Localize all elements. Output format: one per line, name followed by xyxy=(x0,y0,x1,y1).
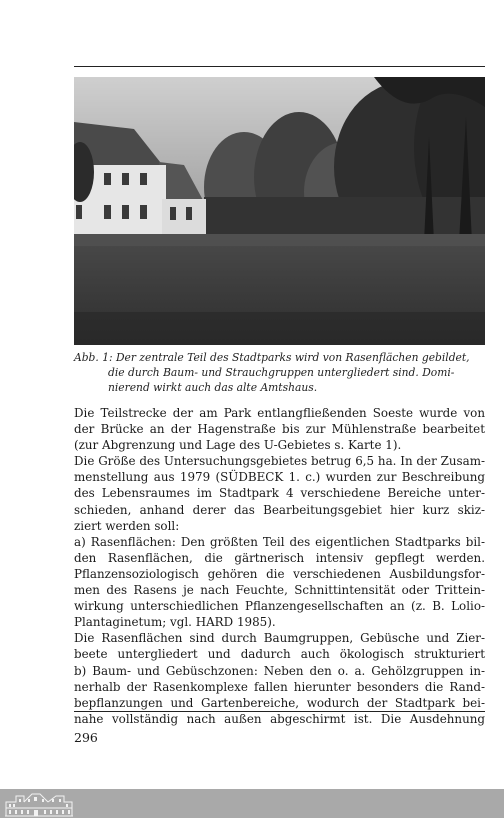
text-line: beete untergliedert und dadurch auch ökologisch strukturiert xyxy=(74,647,485,662)
text-line: b) Baum- und Gebüschzonen: Neben den o. a. Gehölzgruppen in- xyxy=(74,663,485,678)
footer-rule xyxy=(74,711,485,712)
body-text xyxy=(74,405,485,727)
text-line: des Lebensraumes im Stadtpark 4 verschiedene Bereiche unter- xyxy=(74,486,485,501)
text-line: (zur Abgrenzung und Lage des U-Gebietes s. Karte 1). xyxy=(74,438,402,453)
text-line: den Rasenflächen, die gärtnerisch intensiv gepflegt werden. xyxy=(74,550,485,565)
page-number: 296 xyxy=(74,730,98,745)
text-line: ziert werden soll: xyxy=(74,518,180,533)
text-line: Plantaginetum; vgl. HARD 1985). xyxy=(74,615,276,630)
text-line: wirkung unterschiedlichen Pflanzengesellschaften an (z. B. Lolio- xyxy=(74,599,485,614)
building-logo-icon xyxy=(4,790,74,817)
park-photo xyxy=(74,77,485,345)
text-line: Pflanzensoziologisch gehören die verschiedenen Ausbildungsfor- xyxy=(74,566,485,581)
text-line: a) Rasenflächen: Den größten Teil des eigentlichen Stadtparks bil- xyxy=(74,534,485,549)
text-line: bepflanzungen und Gartenbereiche, wodurch der Stadtpark bei- xyxy=(74,695,485,710)
text-line: der Brücke an der Hagenstraße bis zur Mühlenstraße bearbeitet xyxy=(74,422,485,437)
caption-line: nierend wirkt auch das alte Amtshaus. xyxy=(108,381,318,394)
text-line: nahe vollständig nach außen abgeschirmt ist. Die Ausdehnung xyxy=(74,711,485,726)
header-rule xyxy=(74,66,485,67)
text-line: schieden, anhand derer das Bearbeitungsgebiet hier kurz skiz- xyxy=(74,502,485,517)
text-line: nerhalb der Rasenkomplexe fallen hierunter besonders die Rand- xyxy=(74,679,485,694)
text-line: men des Rasens je nach Feuchte, Schnittintensität oder Trittein- xyxy=(74,583,485,598)
figure-caption xyxy=(74,350,485,395)
park-photo-drawing xyxy=(74,77,485,345)
text-line: Die Rasenflächen sind durch Baumgruppen, Gebüsche und Zier- xyxy=(74,631,485,646)
text-line: Die Teilstrecke der am Park entlangfließenden Soeste wurde von xyxy=(74,406,485,420)
caption-line: Abb. 1: Der zentrale Teil des Stadtparks wird von Rasenflächen gebildet, xyxy=(74,351,470,364)
text-line: Die Größe des Untersuchungsgebietes betrug 6,5 ha. In der Zusam- xyxy=(74,454,485,469)
footer-bar xyxy=(0,789,504,818)
text-line: menstellung aus 1979 (SÜDBECK 1. c.) wurden zur Beschreibung xyxy=(74,470,485,485)
caption-line: die durch Baum- und Strauchgruppen untergliedert sind. Domi- xyxy=(108,366,455,379)
